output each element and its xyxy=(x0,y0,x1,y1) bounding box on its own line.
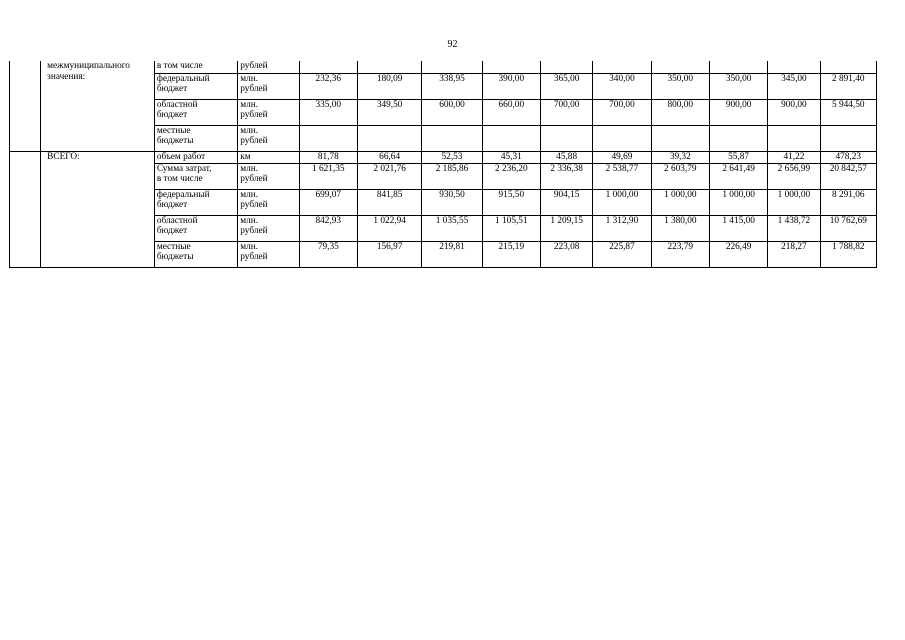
year-value-cell: 2 336,38 xyxy=(540,163,592,189)
year-value-cell: 600,00 xyxy=(422,99,482,125)
indicator-cell: Сумма затрат, в том числе xyxy=(154,163,237,189)
unit-cell: млн. рублей xyxy=(238,99,299,125)
unit-cell: млн. рублей xyxy=(238,73,299,99)
row-index-cell xyxy=(10,151,41,267)
year-value-cell: 79,35 xyxy=(299,241,357,267)
year-value-cell: 365,00 xyxy=(540,73,592,99)
total-value-cell xyxy=(820,61,876,73)
year-value-cell: 842,93 xyxy=(299,215,357,241)
unit-cell: млн. рублей xyxy=(238,125,299,151)
year-value-cell: 1 000,00 xyxy=(768,189,820,215)
year-value-cell: 1 380,00 xyxy=(651,215,709,241)
total-value-cell: 8 291,06 xyxy=(820,189,876,215)
year-value-cell xyxy=(540,61,592,73)
year-value-cell: 219,81 xyxy=(422,241,482,267)
year-value-cell: 1 022,94 xyxy=(357,215,421,241)
year-value-cell: 2 641,49 xyxy=(709,163,767,189)
year-value-cell: 350,00 xyxy=(709,73,767,99)
total-value-cell: 2 891,40 xyxy=(820,73,876,99)
unit-cell: млн. рублей xyxy=(238,241,299,267)
unit-cell: рублей xyxy=(238,61,299,73)
year-value-cell: 232,36 xyxy=(299,73,357,99)
year-value-cell: 2 021,76 xyxy=(357,163,421,189)
indicator-cell: объем работ xyxy=(154,151,237,163)
year-value-cell: 215,19 xyxy=(482,241,540,267)
indicator-cell: федеральный бюджет xyxy=(154,189,237,215)
total-value-cell xyxy=(820,125,876,151)
year-value-cell xyxy=(593,125,651,151)
year-value-cell: 1 000,00 xyxy=(593,189,651,215)
year-value-cell: 2 656,99 xyxy=(768,163,820,189)
year-value-cell: 930,50 xyxy=(422,189,482,215)
year-value-cell: 915,50 xyxy=(482,189,540,215)
year-value-cell: 218,27 xyxy=(768,241,820,267)
year-value-cell: 1 312,90 xyxy=(593,215,651,241)
year-value-cell: 1 000,00 xyxy=(709,189,767,215)
group-label-cell: межмуниципального значения: xyxy=(41,61,155,151)
year-value-cell: 223,08 xyxy=(540,241,592,267)
year-value-cell: 338,95 xyxy=(422,73,482,99)
budget-table xyxy=(9,61,877,268)
year-value-cell: 841,85 xyxy=(357,189,421,215)
year-value-cell xyxy=(593,61,651,73)
year-value-cell: 335,00 xyxy=(299,99,357,125)
year-value-cell: 345,00 xyxy=(768,73,820,99)
page-number: 92 xyxy=(447,39,458,50)
year-value-cell xyxy=(357,61,421,73)
year-value-cell: 904,15 xyxy=(540,189,592,215)
year-value-cell: 81,78 xyxy=(299,151,357,163)
indicator-cell: местные бюджеты xyxy=(154,241,237,267)
year-value-cell: 699,07 xyxy=(299,189,357,215)
year-value-cell xyxy=(482,125,540,151)
year-value-cell: 390,00 xyxy=(482,73,540,99)
year-value-cell: 156,97 xyxy=(357,241,421,267)
year-value-cell: 49,69 xyxy=(593,151,651,163)
year-value-cell: 350,00 xyxy=(651,73,709,99)
indicator-cell: областной бюджет xyxy=(154,99,237,125)
year-value-cell xyxy=(768,125,820,151)
year-value-cell: 700,00 xyxy=(540,99,592,125)
unit-cell: км xyxy=(238,151,299,163)
year-value-cell xyxy=(482,61,540,73)
indicator-cell: местные бюджеты xyxy=(154,125,237,151)
year-value-cell: 41,22 xyxy=(768,151,820,163)
year-value-cell: 349,50 xyxy=(357,99,421,125)
year-value-cell: 180,09 xyxy=(357,73,421,99)
year-value-cell: 1 000,00 xyxy=(651,189,709,215)
year-value-cell: 660,00 xyxy=(482,99,540,125)
year-value-cell: 66,64 xyxy=(357,151,421,163)
table-row xyxy=(10,151,877,163)
unit-cell: млн. рублей xyxy=(238,215,299,241)
year-value-cell: 2 236,20 xyxy=(482,163,540,189)
year-value-cell: 340,00 xyxy=(593,73,651,99)
total-value-cell: 478,23 xyxy=(820,151,876,163)
year-value-cell: 2 185,86 xyxy=(422,163,482,189)
year-value-cell xyxy=(709,61,767,73)
year-value-cell: 226,49 xyxy=(709,241,767,267)
year-value-cell: 1 035,55 xyxy=(422,215,482,241)
year-value-cell: 1 209,15 xyxy=(540,215,592,241)
unit-cell: млн. рублей xyxy=(238,189,299,215)
year-value-cell: 223,79 xyxy=(651,241,709,267)
year-value-cell: 1 621,35 xyxy=(299,163,357,189)
total-value-cell: 20 842,57 xyxy=(820,163,876,189)
year-value-cell: 45,88 xyxy=(540,151,592,163)
year-value-cell xyxy=(299,61,357,73)
group-label-cell: ВСЕГО: xyxy=(41,151,155,267)
year-value-cell xyxy=(709,125,767,151)
year-value-cell xyxy=(768,61,820,73)
year-value-cell xyxy=(299,125,357,151)
total-value-cell: 10 762,69 xyxy=(820,215,876,241)
year-value-cell: 900,00 xyxy=(709,99,767,125)
row-index-cell xyxy=(10,61,41,151)
year-value-cell: 1 415,00 xyxy=(709,215,767,241)
year-value-cell: 2 603,79 xyxy=(651,163,709,189)
year-value-cell: 39,32 xyxy=(651,151,709,163)
year-value-cell: 52,53 xyxy=(422,151,482,163)
unit-cell: млн. рублей xyxy=(238,163,299,189)
year-value-cell: 900,00 xyxy=(768,99,820,125)
indicator-cell: в том числе xyxy=(154,61,237,73)
year-value-cell: 800,00 xyxy=(651,99,709,125)
year-value-cell: 225,87 xyxy=(593,241,651,267)
year-value-cell xyxy=(540,125,592,151)
table-body xyxy=(10,61,877,267)
year-value-cell xyxy=(357,125,421,151)
year-value-cell xyxy=(422,61,482,73)
year-value-cell xyxy=(422,125,482,151)
year-value-cell xyxy=(651,61,709,73)
year-value-cell: 45,31 xyxy=(482,151,540,163)
indicator-cell: областной бюджет xyxy=(154,215,237,241)
total-value-cell: 5 944,50 xyxy=(820,99,876,125)
year-value-cell: 1 105,51 xyxy=(482,215,540,241)
table-row xyxy=(10,61,877,73)
year-value-cell xyxy=(651,125,709,151)
indicator-cell: федеральный бюджет xyxy=(154,73,237,99)
year-value-cell: 55,87 xyxy=(709,151,767,163)
year-value-cell: 1 438,72 xyxy=(768,215,820,241)
total-value-cell: 1 788,82 xyxy=(820,241,876,267)
year-value-cell: 2 538,77 xyxy=(593,163,651,189)
year-value-cell: 700,00 xyxy=(593,99,651,125)
